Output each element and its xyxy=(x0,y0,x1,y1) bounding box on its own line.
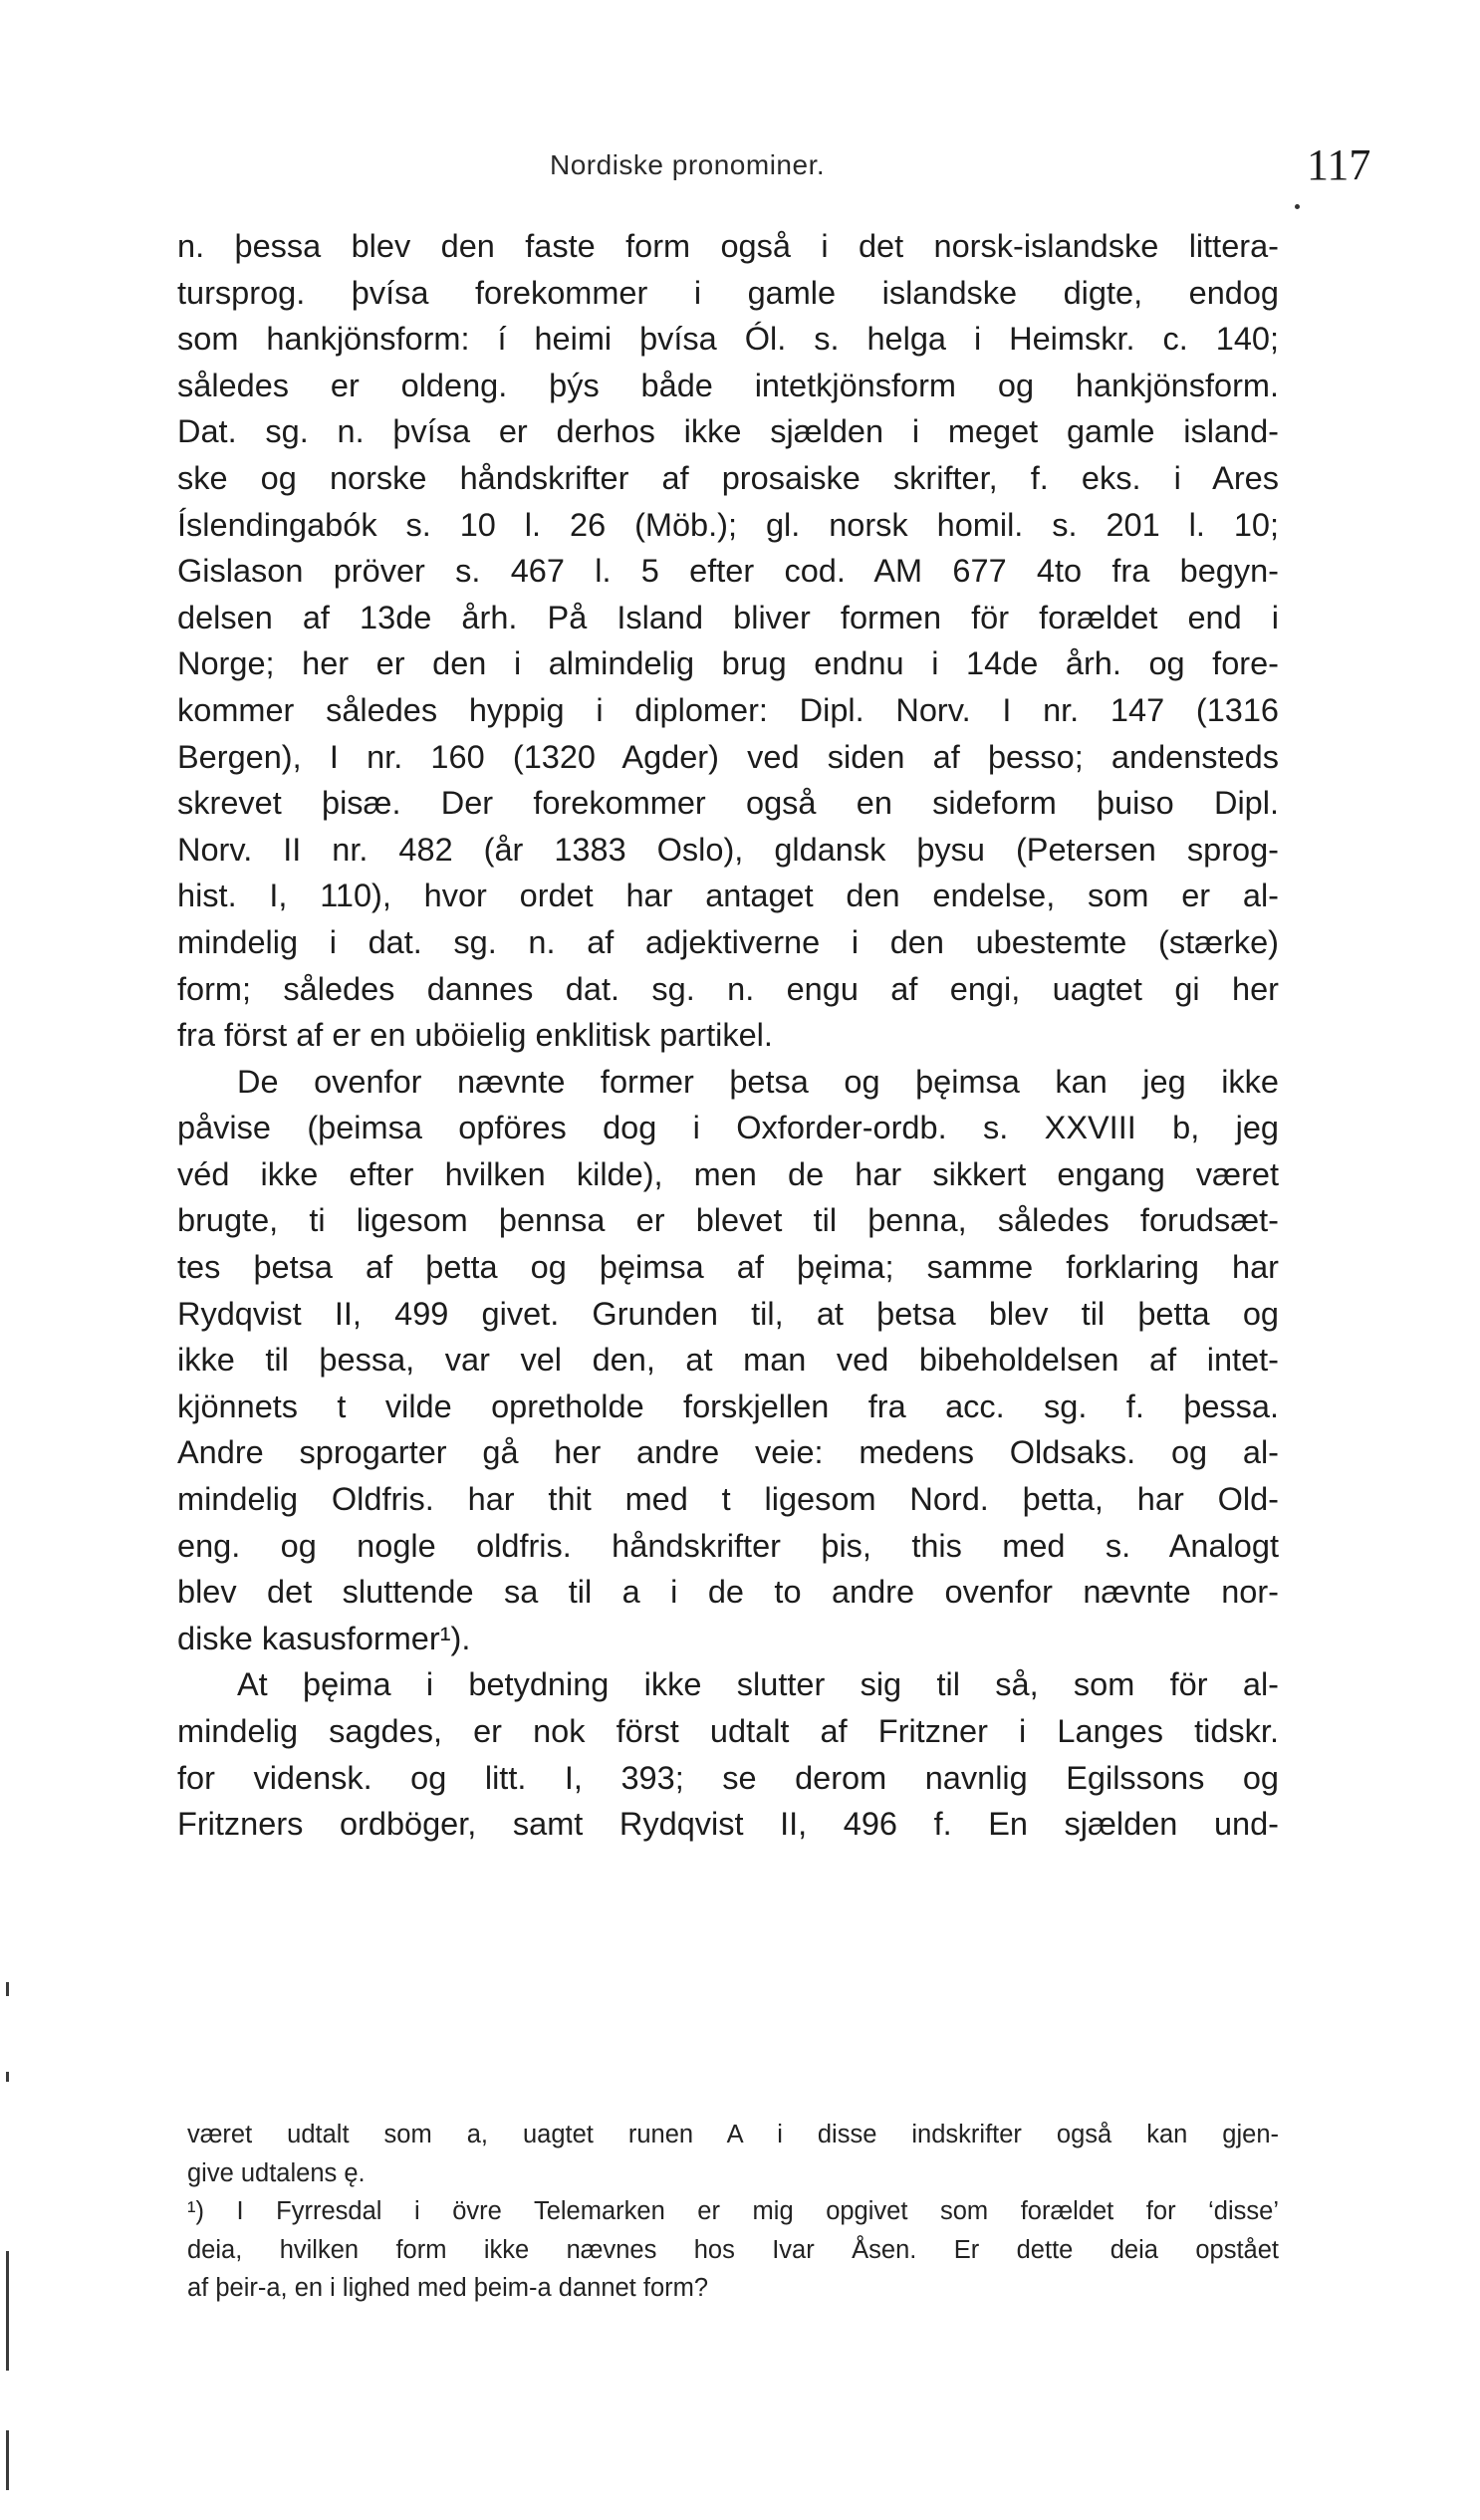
body-line: for vidensk. og litt. I, 393; se derom navnlig Egilssons og xyxy=(177,1759,1279,1796)
body-line: Íslendingabók s. 10 l. 26 (Möb.); gl. norsk homil. s. 201 l. 10; xyxy=(177,506,1279,543)
body-line: Norv. II nr. 482 (år 1383 Oslo), gldansk þysu (Petersen sprog- xyxy=(177,831,1279,868)
body-line: Rydqvist II, 499 givet. Grunden til, at þetsa blev til þetta og xyxy=(177,1295,1279,1332)
scan-edge-mark xyxy=(6,2430,9,2490)
body-line: kommer således hyppig i diplomer: Dipl. Norv. I nr. 147 (1316 xyxy=(177,691,1279,728)
body-line: Norge; her er den i almindelig brug endnu i 14de årh. og fore- xyxy=(177,645,1279,682)
body-line: ske og norske håndskrifter af prosaiske skrifter, f. eks. i Ares xyxy=(177,459,1279,496)
print-speck xyxy=(1295,204,1300,209)
body-line: diske kasusformer¹). xyxy=(177,1620,471,1656)
body-line: form; således dannes dat. sg. n. engu af engi, uagtet gi her xyxy=(177,970,1279,1007)
footnote-line: ¹) I Fyrresdal i övre Telemarken er mig opgivet som forældet for ‘disse’ xyxy=(187,2197,1279,2226)
body-line: tes þetsa af þetta og þęimsa af þęima; samme forklaring har xyxy=(177,1249,1279,1286)
body-line: De ovenfor nævnte former þetsa og þęimsa kan jeg ikke xyxy=(237,1063,1279,1100)
footnote-line: af þeir-a, en i lighed med þeim-a dannet form? xyxy=(187,2274,709,2303)
body-line: mindelig i dat. sg. n. af adjektiverne i den ubestemte (stærke) xyxy=(177,923,1279,960)
body-line: eng. og nogle oldfris. håndskrifter þis, this med s. Analogt xyxy=(177,1527,1279,1564)
body-line: n. þessa blev den faste form også i det norsk-islandske littera- xyxy=(177,228,1279,264)
body-line: kjönnets t vilde opretholde forskjellen fra acc. sg. f. þessa. xyxy=(177,1387,1279,1424)
body-line: Bergen), I nr. 160 (1320 Agder) ved siden af þesso; andensteds xyxy=(177,738,1279,775)
scan-edge-mark xyxy=(6,1982,9,1996)
body-line: fra först af er en uböielig enklitisk partikel. xyxy=(177,1017,773,1054)
body-line: véd ikke efter hvilken kilde), men de har sikkert engang været xyxy=(177,1155,1279,1192)
footnote-line: deia, hvilken form ikke nævnes hos Ivar Åsen. Er dette deia opstået xyxy=(187,2235,1279,2264)
footnote-line: været udtalt som a, uagtet runen A i disse indskrifter også kan gjen- xyxy=(187,2121,1279,2148)
body-line: tursprog. þvísa forekommer i gamle islandske digte, endog xyxy=(177,274,1279,311)
body-line: ikke til þessa, var vel den, at man ved bibeholdelsen af intet- xyxy=(177,1342,1279,1379)
running-title: Nordiske pronominer. xyxy=(550,149,826,180)
body-line: skrevet þisæ. Der forekommer også en sideform þuiso Dipl. xyxy=(177,785,1279,822)
body-line: mindelig Oldfris. har thit med t ligesom Nord. þetta, har Old- xyxy=(177,1481,1279,1518)
body-line: At þęima i betydning ikke slutter sig til så, som för al- xyxy=(237,1666,1279,1703)
body-line: mindelig sagdes, er nok först udtalt af Fritzner i Langes tidskr. xyxy=(177,1713,1279,1749)
body-line: således er oldeng. þýs både intetkjönsform og hankjönsform. xyxy=(177,367,1279,403)
page-number: 117 xyxy=(1307,140,1371,189)
body-line: Andre sprogarter gå her andre veie: medens Oldsaks. og al- xyxy=(177,1434,1279,1471)
scan-edge-mark xyxy=(6,2072,9,2082)
body-text xyxy=(177,223,1279,1848)
body-line: Gislason pröver s. 467 l. 5 efter cod. AM 677 4to fra begyn- xyxy=(177,553,1279,590)
footnotes xyxy=(187,2116,1279,2308)
body-line: Dat. sg. n. þvísa er derhos ikke sjælden i meget gamle island- xyxy=(177,413,1279,450)
body-line: brugte, ti ligesom þennsa er blevet til þenna, således forudsæt- xyxy=(177,1202,1279,1239)
body-line: delsen af 13de årh. På Island bliver formen för forældet end i xyxy=(177,599,1279,635)
body-line: påvise (þeimsa opföres dog i Oxforder-ordb. s. XXVIII b, jeg xyxy=(177,1110,1279,1146)
body-line: blev det sluttende sa til a i de to andre ovenfor nævnte nor- xyxy=(177,1574,1279,1611)
body-line: som hankjönsform: í heimi þvísa Ól. s. helga i Heimskr. c. 140; xyxy=(177,321,1279,358)
footnote-line: give udtalens ę. xyxy=(187,2158,366,2187)
body-line: Fritzners ordböger, samt Rydqvist II, 496 f. En sjælden und- xyxy=(177,1806,1279,1843)
body-line: hist. I, 110), hvor ordet har antaget den endelse, som er al- xyxy=(177,878,1279,914)
scan-edge-mark xyxy=(6,2251,9,2371)
